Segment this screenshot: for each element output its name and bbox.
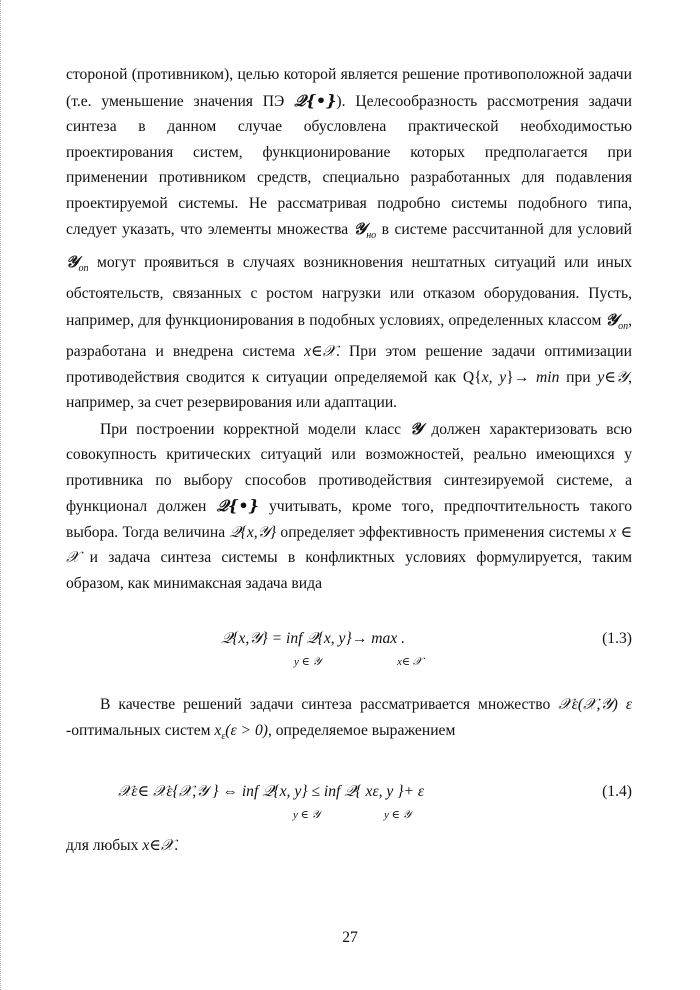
equation-1-3	[66, 622, 632, 674]
page-body	[66, 62, 632, 859]
equation-1-4-inf-subscript-1: y ∈ 𝒴	[293, 809, 321, 821]
equation-1-3-max-subscript: x∈ 𝒳	[397, 656, 423, 668]
equation-1-4-body: 𝒳ε∈ 𝒳ε{𝒳,𝒴 } ⇔ inf 𝒬{x, y} ≤ inf 𝒬{ xε, y }+ ε	[118, 783, 425, 800]
page-edge	[0, 0, 5, 990]
equation-1-4	[66, 775, 632, 827]
equation-1-3-number: (1.3)	[602, 630, 632, 647]
equation-1-4-number: (1.4)	[602, 783, 632, 800]
paragraph-1: стороной (противником), целью которой является решение противоположной задачи (т.е. уменьшение значения ПЭ 𝒬{•}). Целесообразность рассмотрения задачи синтеза в данном случае обусловлена практической необходимостью проектирования систем, функционирование которых предполагается при применении противником средств, специально разработанных для подавления проектируемой системы. Не рассматривая подробно системы подобного типа, следует указать, что элементы множества 𝒴$_{но}$ в системе рассчитанной для условий 𝒴$_{оп}$ могут проявиться в случаях возникновения нештатных ситуаций или иных обстоятельств, связанных с ростом нагрузки или отказом оборудования. Пусть, например, для функционирования в подобных условиях, определенных классом 𝒴$_{оп}$, разработана и внедрена система x∈𝒳. При этом решение задачи оптимизации противодействия сводится к ситуации определяемой как Q{x, y}→ min при y∈𝒴, например, за счет резервирования или адаптации.	[66, 66, 632, 411]
paragraph-3: В качестве решений задачи синтеза рассматривается множество 𝒳ε(𝒳,𝒴) ε -оптимальных систем $x_\varepsilon(\varepsilon > 0)$, определяемое выражением	[66, 696, 632, 742]
equation-1-3-inf-subscript: y ∈ 𝒴	[294, 656, 322, 668]
equation-1-4-inf-subscript-2: y ∈ 𝒴	[384, 809, 412, 821]
page-number: 27	[342, 929, 358, 946]
equation-1-3-body: 𝒬{x,𝒴} = inf 𝒬{x, y}→ max .	[221, 630, 405, 647]
paragraph-4: для любых x∈𝒳.	[66, 837, 179, 854]
paragraph-2: При построении корректной модели класс 𝒴 должен характеризовать всю совокупность критических ситуаций или возможностей, реально имеющихся у противника по выбору способов противодействия синтезируемой системе, а функционал должен 𝒬{•} учитывать, кроме того, предпочтительность такого выбора. Тогда величина 𝒬{x,𝒴} определяет эффективность применения системы x ∈ 𝒳 и задача синтеза системы в конфликтных условиях формулируется, таким образом, как минимаксная задача вида	[66, 418, 633, 592]
